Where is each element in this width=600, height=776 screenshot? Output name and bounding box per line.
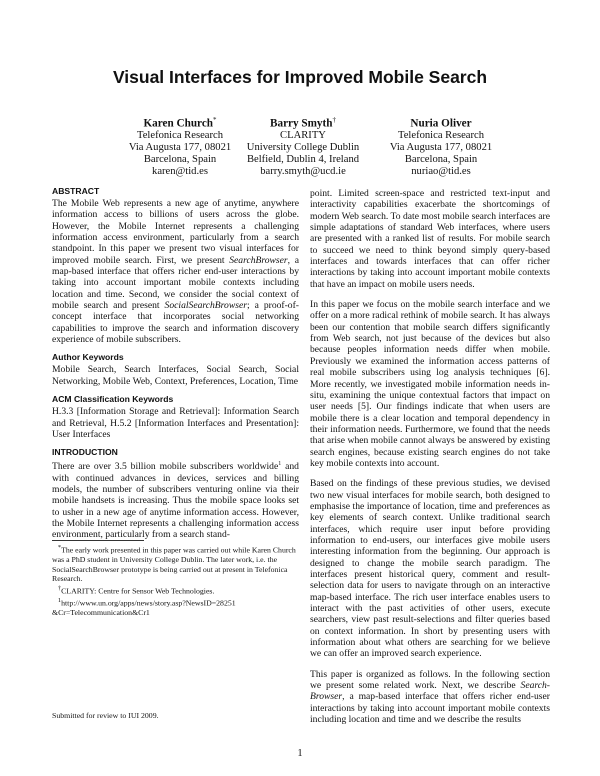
author-name: Barry Smyth (270, 117, 333, 130)
keywords-heading: Author Keywords (52, 352, 124, 363)
intro-text: There are over 3.5 billion mobile subscribers worldwide$^1$ and with continued advances in devices, services and billing models, the number of subscribers venturing online via their mobile handsets is increasing. Thus the mobile space looks set to usher in a new age of anytime information access. However, the Mobile Internet represents a challenging information access environment, particularly from a search stand- (52, 461, 299, 541)
page-number: 1 (297, 748, 303, 759)
author-address: University College Dublin (246, 142, 360, 154)
author-city: Barcelona, Spain (404, 153, 478, 165)
author-affiliation: CLARITY (280, 130, 326, 142)
footnote: *The early work presented in this paper was carried out while Karen Church was a PhD student in University College Dublin. The later work, i.e. the SocialSearchBrowser prototype is being carried out at present in Telefonica Research. (52, 544, 296, 584)
right-column (310, 188, 550, 734)
footnote-url[interactable]: $^1$http://www.un.org/apps/news/story.asp?NewsID=28251 &Cr=Telecommunication&Cr1 (52, 596, 236, 617)
author-mark: † (332, 116, 336, 124)
author-affiliation: Telefonica Research (397, 130, 485, 142)
body-paragraph: In this paper we focus on the mobile search interface and we offer on a more radical rethink of mobile search. It has always been our contention that mobile search differs significantly from Web search, not just because of the devices but also because peoples information needs differ when mobile. Previously we examined the information access patterns of real mobile subscribers using log analysis techniques [6]. More recently, we investigated mobile information needs in-situ, examining the unique contextual factors that impact on user needs [5]. Our findings indicate that when users are mobile there is a clear location and temporal dependency in their information needs. Furthermore, we found that the needs that arise when mobile cannot always be answered by existing search engines, because existing search engines do not take key mobile contexts into account. (310, 299, 550, 469)
left-column (52, 186, 299, 548)
intro-section (52, 447, 299, 541)
body-paragraph: point. Limited screen-space and restricted text-input and interactivity capabilities exacerbate the shortcomings of modern Web search. To date most mobile search interfaces are simple adaptations of standard Web interfaces, where users are presented with a ranked list of results. For mobile search to succeed we need to think beyond simply query-based interfaces and towards interfaces that can offer richer interactions by taking into account important mobile contexts that have an impact on mobile users needs. (310, 188, 550, 290)
abstract-section (52, 186, 299, 345)
author-city: Barcelona, Spain (143, 153, 217, 165)
acm-text: H.3.3 [Information Storage and Retrieval]: Information Search and Retrieval, H.5.2 [Information Interfaces and Presentation]: User Interfaces (52, 406, 299, 440)
author-email: karen@tid.es (152, 165, 208, 177)
author-city: Belfield, Dublin 4, Ireland (246, 153, 360, 165)
abstract-text: The Mobile Web represents a new age of anytime, anywhere information access to billions of users across the globe. However, the Mobile Internet represents a challenging information access environment, particularly from a search standpoint. In this paper we present two visual interfaces for improved mobile search. First, we present SearchBrowser, a map-based interface that offers richer end-user interactions by taking into account important mobile contexts including location and time. Second, we consider the social context of mobile search and present SocialSearchBrowser; a proof-of-concept interface that incorporates social networking capabilities to improve the search and information discovery experience of mobile subscribers. (52, 198, 299, 346)
author-block (356, 115, 526, 178)
acm-heading: ACM Classification Keywords (52, 394, 174, 405)
author-mark: * (213, 116, 217, 124)
paper-title: Visual Interfaces for Improved Mobile Search (112, 67, 488, 87)
intro-heading: INTRODUCTION (52, 447, 118, 458)
author-address: Via Augusta 177, 08021 (389, 142, 493, 154)
acm-section (52, 394, 299, 440)
author-email: barry.smyth@ucd.ie (260, 165, 346, 177)
body-paragraph: Based on the findings of these previous studies, we devised two new visual interfaces for mobile search, both designed to emphasise the importance of location, time and preferences as key elements of search context. Unlike traditional search interfaces, which require user input before providing information to end-users, our interfaces give mobile users interesting information from the beginning. Our approach is designed to change the mobile search paradigm. The interfaces present historical query, comment and result-selection data for users to navigate through on an interactive map-based interface. The rich user interface enables users to interact with the past activities of other users, execute searchers, view past result-selections and filter queries based on context information. In short by presenting users with information about what others are searching for we believe we can offer an improved search experience. (310, 478, 550, 660)
author-name: Karen Church (143, 117, 214, 130)
author-email: nuriao@tid.es (411, 165, 471, 177)
keywords-text: Mobile Search, Search Interfaces, Social Search, Social Networking, Mobile Web, Context, Preferences, Location, Time (52, 364, 299, 387)
keywords-section (52, 352, 299, 387)
footnote-rule (52, 540, 144, 541)
author-name: Nuria Oliver (410, 117, 472, 130)
body-paragraph: This paper is organized as follows. In the following section we present some related work. Next, we describe Search-Browser, a map-based interface that offers richer end-user interactions by taking into account important mobile contexts including location and time and we describe the results (310, 668, 550, 726)
author-address: Via Augusta 177, 08021 (128, 142, 232, 154)
submission-note: Submitted for review to IUI 2009. (52, 711, 159, 720)
footnotes (52, 543, 299, 617)
author-affiliation: Telefonica Research (136, 130, 224, 142)
abstract-heading: ABSTRACT (52, 186, 100, 196)
footnote: †CLARITY: Centre for Sensor Web Technologies. (57, 584, 215, 596)
